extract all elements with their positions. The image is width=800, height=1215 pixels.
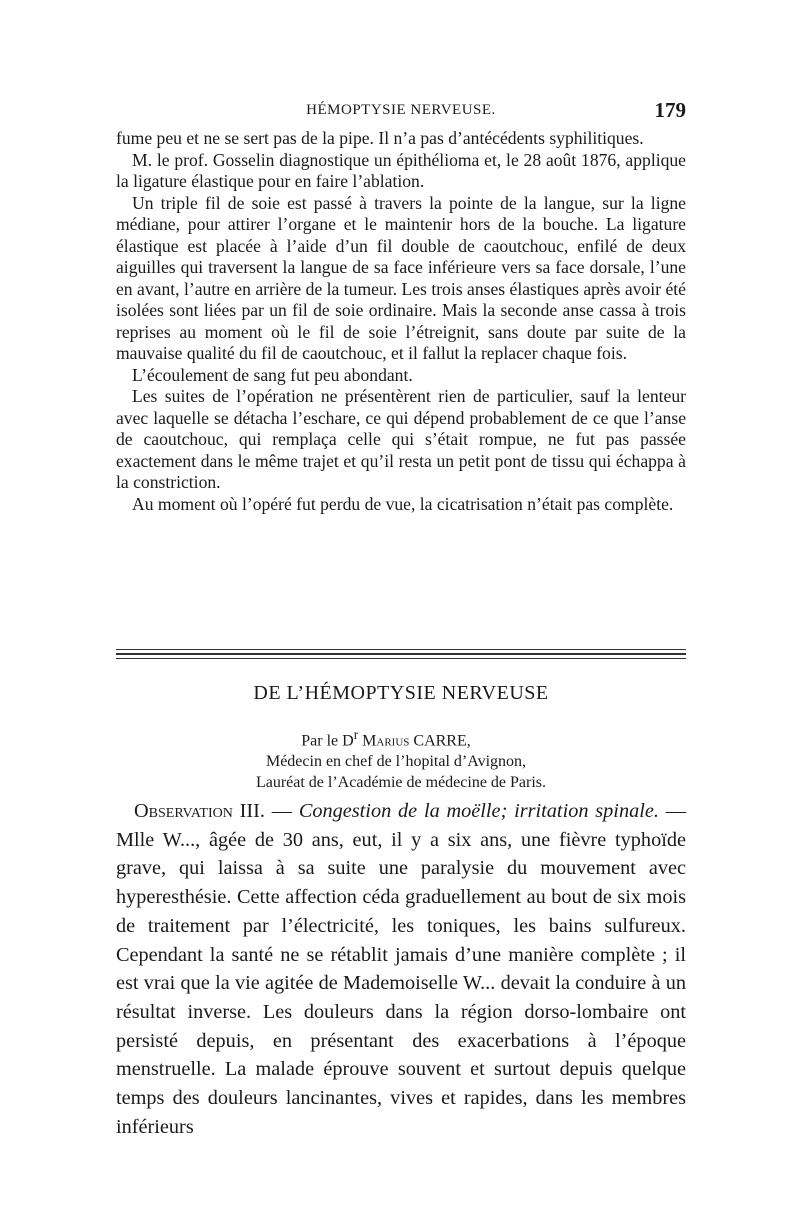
observation-text: — Mlle W..., âgée de 30 ans, eut, il y a six ans, une fièvre typhoïde grave, qui laissa à sa suite une paralysie du mouvement avec hyperesthésie. Cette affection céda graduellement au bout de six mois de traitement par l’électricité, les toniques, les bains sulfureux. Cependant la santé ne se rétablit jamais d’une manière complète ; il est vrai que la vie agitée de Mademoiselle W... devait la conduire à un résultat inverse. Les douleurs dans la région dorso-lombaire ont persisté depuis, en présentant des exacerbations à l’époque menstruelle. La malade éprouve souvent et surtout depuis quelque temps des douleurs lancinantes, vives et rapides, dans les membres inférieurs <box>116 800 687 1138</box>
article-body <box>116 797 686 1141</box>
page-number: 179 <box>654 98 686 122</box>
byline <box>116 724 686 793</box>
paragraph-1: fume peu et ne se sert pas de la pipe. Il n’a pas d’antécédents syphilitiques. <box>116 128 644 148</box>
section-divider-top <box>116 649 686 650</box>
author-line <box>116 724 686 751</box>
paragraph-3: Un triple fil de soie est passé à travers la pointe de la langue, sur la ligne médiane, pour attirer l’organe et le maintenir hors de la bouche. La ligature élastique est placée à l’aide d’un fil double de caoutchouc, enfilé de deux aiguilles qui traversent la langue de sa face inférieure vers sa face dorsale, l’une en avant, l’autre en arrière de la tumeur. Les trois anses élastiques après avoir été isolées sont liées par un fil de soie ordinaire. Mais la seconde anse cassa à trois reprises au moment où le fil de soie l’étreignit, sans doute par suite de la mauvaise qualité du fil de caoutchouc, et il fallut la replacer chaque fois. <box>116 192 686 363</box>
observation-heading: Observation III. <box>134 800 265 822</box>
author-last-name: CARRE, <box>413 732 471 750</box>
observation-paragraph <box>116 797 686 1141</box>
paragraph-4: L’écoulement de sang fut peu abondant. <box>132 364 413 385</box>
running-head-title: HÉMOPTYSIE NERVEUSE. <box>306 102 496 118</box>
paragraph-6: Au moment où l’opéré fut perdu de vue, la cicatrisation n’était pas complète. <box>132 493 674 514</box>
running-head <box>116 98 686 126</box>
author-prefix: Par le D <box>301 732 354 750</box>
author-honor: Lauréat de l’Académie de médecine de Paris. <box>255 774 547 792</box>
previous-article-text <box>116 128 686 515</box>
section-divider-middle <box>116 653 686 655</box>
author-affiliation: Médecin en chef de l’hopital d’Avignon, <box>265 753 527 771</box>
observation-subject: Congestion de la moëlle; irritation spinale. <box>298 800 659 822</box>
paragraph-5: Les suites de l’opération ne présentèrent rien de particulier, sauf la lenteur avec laquelle se détacha l’eschare, ce qui dépend probablement de ce que l’anse de caoutchouc, qui remplaça celle qui s’était rompue, ne fut pas passée exactement dans le même trajet et qu’il resta un petit pont de tissu qui échappa à la constriction. <box>116 386 686 492</box>
author-first-name: Marius <box>362 732 410 750</box>
section-divider-bottom <box>116 658 686 659</box>
article-title: DE L’HÉMOPTYSIE NERVEUSE <box>253 682 549 704</box>
author-prefix-sup: r <box>353 727 359 742</box>
observation-dash: — <box>264 800 299 822</box>
paragraph-2: M. le prof. Gosselin diagnostique un épithélioma et, le 28 août 1876, applique la ligature élastique pour en faire l’ablation. <box>116 149 686 191</box>
